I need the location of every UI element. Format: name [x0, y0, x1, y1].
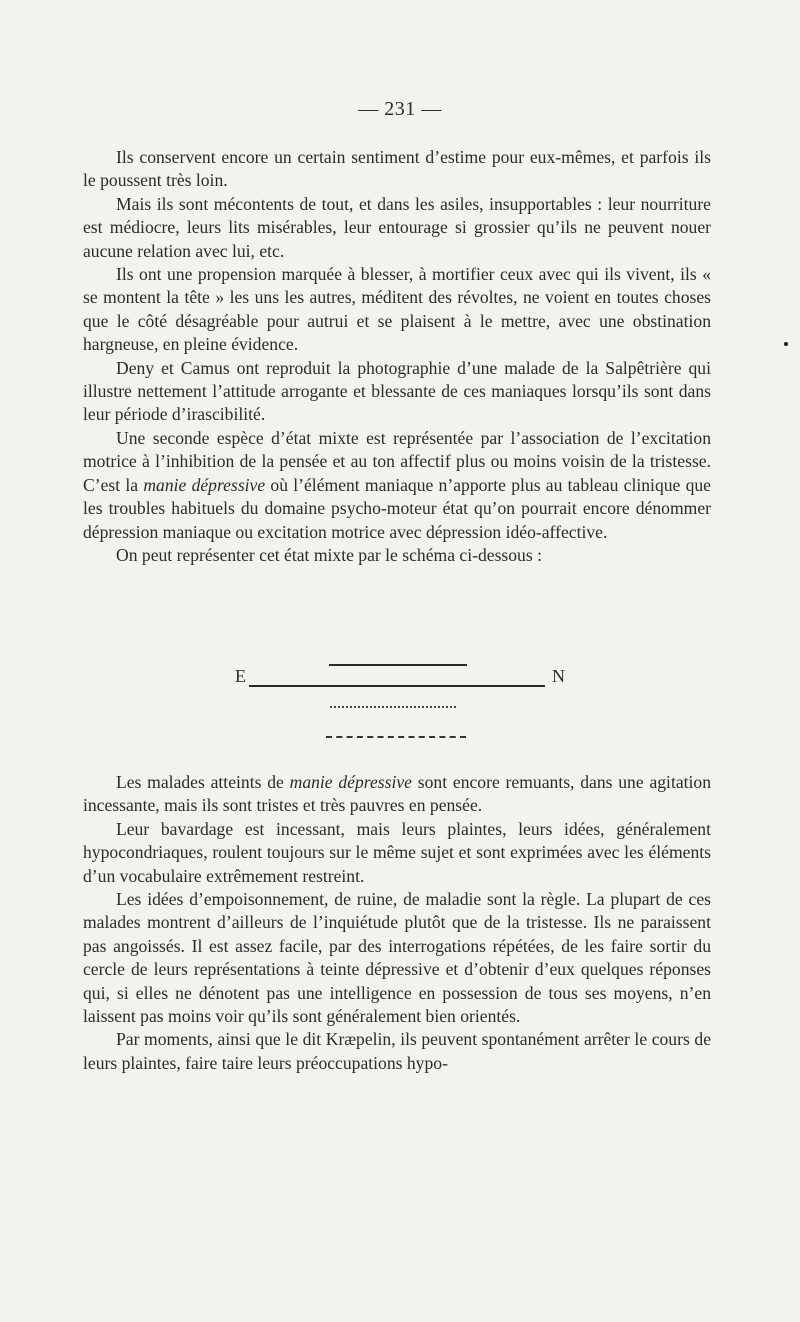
paragraph: Par moments, ainsi que le dit Kræpelin, ils peuvent spontanément arrêter le cours de leurs plaintes, faire taire leurs préoccupations hypo- — [83, 1029, 711, 1073]
text-run: où l’élément maniaque n’apporte plus au tableau clinique que les troubles habituels du domaine psycho-moteur état qu’on pourrait encore dénommer dépression maniaque ou excitation motrice avec dépression idéo-affective. — [83, 474, 711, 542]
paragraph: Leur bavardage est incessant, mais leurs plaintes, leurs idées, généralement hypocondriaques, roulent toujours sur le même sujet et sont exprimées avec les éléments d’un vocabulaire extrêmement restreint. — [83, 818, 711, 886]
paragraph: Ils conservent encore un certain sentiment d’estime pour eux-mêmes, et parfois ils le poussent très loin. — [83, 147, 711, 191]
ink-speck — [784, 342, 788, 346]
schema-label-e: E — [235, 666, 246, 686]
text-run: Une seconde espèce d’état mixte est représentée par l’association de l’excitation motrice à l’inhibition de la pensée et au ton affectif plus ou moins voisin de la tristesse. C’est la — [83, 427, 711, 495]
schema-label-n: N — [552, 666, 565, 686]
page-number: — 231 — — [358, 98, 442, 120]
paragraph: Ils ont une propension marquée à blesser, à mortifier ceux avec qui ils vivent, ils « se montent la tête » les uns les autres, méditent des révoltes, ne voient en toutes choses que le côté désagréable pour autrui et se plaisent à le mettre, avec une obstination hargneuse, en pleine évidence. — [83, 264, 711, 355]
italic-term: manie dépressive — [143, 474, 266, 495]
paragraph: Les idées d’empoisonnement, de ruine, de maladie sont la règle. La plupart de ces malades montrent d’ailleurs de l’inquiétude plutôt que de la tristesse. Ils ne paraissent pas angoissés. Il est assez facile, par des interrogations répétées, de les faire sortir du cercle de leurs représentations à teinte dépressive et d’obtenir d’eux quelques réponses qui, si elles ne dénotent pas une intelligence en possession de tous ses moyens, n’en laissent pas moins voir qu’ils sont généralement bien orientés. — [83, 889, 711, 1027]
text-run: sont encore remuants, dans une agitation incessante, mais ils sont tristes et très pauvres en pensée. — [83, 772, 712, 816]
paragraph-depressive — [83, 771, 711, 818]
body-text-top — [83, 146, 711, 567]
body-text-bottom — [83, 771, 711, 1075]
italic-term: manie dépressive — [289, 772, 412, 792]
paragraph-mixed-state — [83, 427, 711, 544]
paragraph: Mais ils sont mécontents de tout, et dans les asiles, insupportables : leur nourriture est médiocre, leurs lits misérables, leur entourage si grossier qu’ils ne peuvent nouer aucune relation avec lui, etc. — [83, 193, 711, 261]
schema-dashed-line — [326, 736, 466, 738]
schema-diagram — [0, 648, 800, 758]
schema-dotted-line — [330, 706, 456, 708]
paragraph: Deny et Camus ont reproduit la photographie d’une malade de la Salpêtrière qui illustre nettement l’attitude arrogante et blessante de ces maniaques lorsqu’ils sont dans leur période d’irascibilité. — [83, 357, 711, 425]
schema-main-line — [249, 685, 545, 687]
text-run: Les malades atteints de — [116, 772, 290, 792]
schema-intro: On peut représenter cet état mixte par le schéma ci-dessous : — [116, 544, 542, 565]
schema-upper-line — [329, 664, 467, 666]
